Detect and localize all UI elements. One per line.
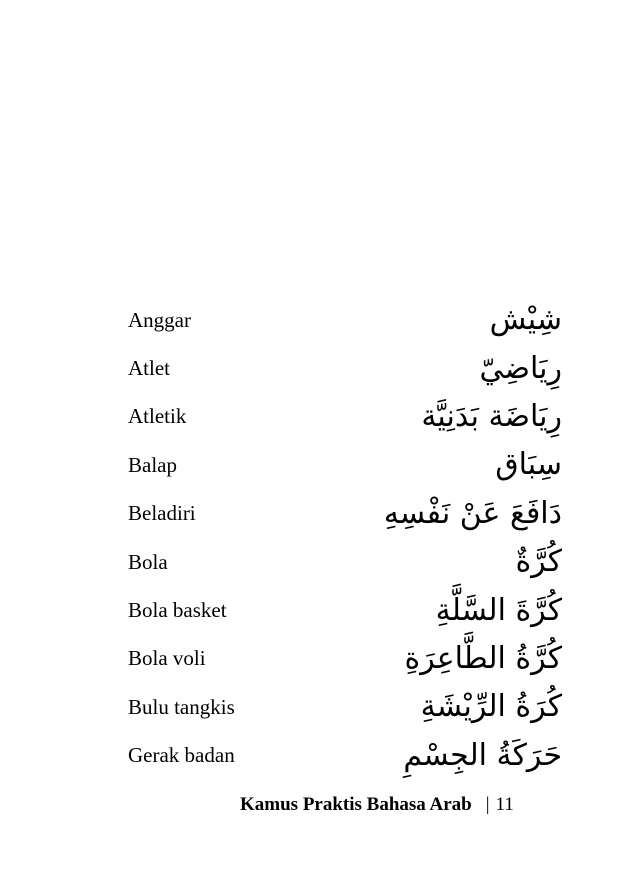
entry-arabic: كُرَةُ الرِّيْشَةِ	[420, 689, 562, 725]
page-number: 11	[495, 794, 514, 815]
entry-row	[128, 683, 562, 731]
book-title: Kamus Praktis Bahasa Arab	[240, 794, 472, 815]
entry-row	[128, 344, 562, 392]
entry-indonesian: Balap	[128, 452, 177, 477]
entry-indonesian: Beladiri	[128, 501, 196, 526]
entry-row	[128, 538, 562, 586]
entry-row	[128, 393, 562, 441]
entry-indonesian: Atletik	[128, 404, 187, 429]
entry-row	[128, 296, 562, 344]
entry-arabic: سِبَاق	[495, 447, 562, 483]
entry-arabic: دَافَعَ عَنْ نَفْسِهِ	[383, 495, 562, 531]
entry-indonesian: Bola voli	[128, 646, 206, 671]
entry-arabic: رِيَاضِيّ	[479, 350, 562, 386]
entry-list	[128, 296, 562, 780]
entry-indonesian: Bulu tangkis	[128, 694, 235, 719]
entry-indonesian: Gerak badan	[128, 743, 235, 768]
entry-row	[128, 586, 562, 634]
entry-row	[128, 441, 562, 489]
entry-indonesian: Anggar	[128, 307, 191, 332]
entry-arabic: كُرَّةُ الطَّاعِرَةِ	[404, 640, 562, 676]
entry-arabic: كُرَّةَ السَّلَّةِ	[435, 592, 562, 628]
entry-row	[128, 635, 562, 683]
entry-row	[128, 732, 562, 780]
entry-indonesian: Bola	[128, 549, 168, 574]
page-footer	[240, 794, 570, 816]
entry-row	[128, 490, 562, 538]
entry-arabic: شِيْش	[489, 302, 562, 338]
entry-indonesian: Atlet	[128, 356, 170, 381]
entry-arabic: كُرَّةٌ	[515, 544, 562, 580]
entry-arabic: رِيَاضَة بَدَنِيَّة	[421, 398, 562, 434]
entry-indonesian: Bola basket	[128, 598, 227, 623]
footer-separator: |	[485, 794, 490, 815]
entry-arabic: حَرَكَةُ الجِسْمِ	[403, 737, 562, 773]
